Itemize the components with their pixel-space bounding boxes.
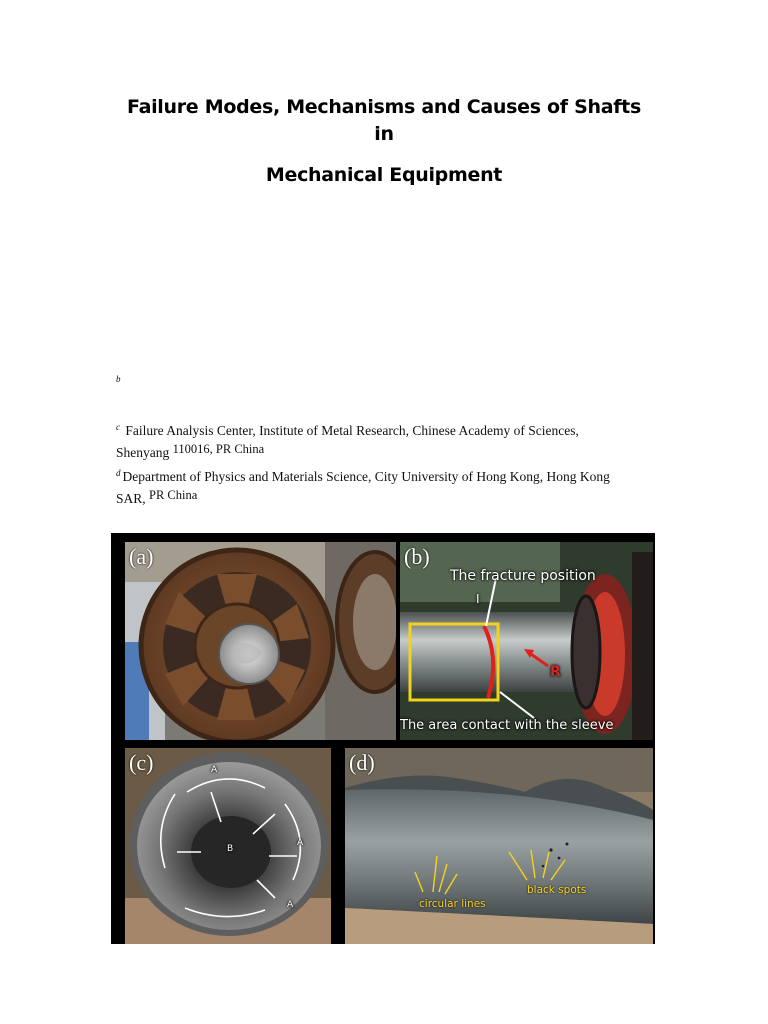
- affiliation-b: [116, 370, 636, 392]
- panel-d: [345, 748, 653, 944]
- panel-b: [400, 542, 653, 740]
- region-b-label: B: [227, 844, 234, 854]
- panel-c: [125, 748, 331, 944]
- panel-d-photo: [345, 748, 653, 944]
- affiliation-b-marker: b: [116, 374, 121, 384]
- black-spots-label: black spots: [527, 884, 587, 896]
- affiliation-c: [116, 418, 636, 462]
- shaft-failure-figure: [111, 533, 655, 944]
- circular-lines-label: circular lines: [419, 898, 486, 910]
- affiliation-c-marker: c: [116, 422, 120, 432]
- affiliation-d-text: Department of Physics and Materials Science, City University of Hong Kong, Hong Kong: [122, 469, 610, 484]
- region-a-label-right: A: [297, 838, 304, 848]
- fracture-marker-r: R: [550, 664, 561, 680]
- region-a-label-top: A: [211, 765, 218, 775]
- fracture-marker-i: I: [476, 592, 480, 606]
- affiliation-c-text: Failure Analysis Center, Institute of Metal Research, Chinese Academy of Sciences,: [125, 423, 579, 438]
- paper-title-line-3: Mechanical Equipment: [265, 164, 503, 186]
- region-a-label-bottom: A: [287, 900, 294, 910]
- fracture-position-label: The fracture position: [450, 568, 596, 584]
- sleeve-contact-label: The area contact with the sleeve: [400, 718, 614, 733]
- paper-title-line-2: in: [374, 123, 394, 145]
- affiliation-d-country: PR China: [149, 488, 198, 502]
- panel-b-label: (b): [404, 544, 430, 569]
- affiliation-d: [116, 464, 636, 508]
- panel-a-label: (a): [129, 544, 154, 569]
- affiliation-c-city: Shenyang: [116, 445, 173, 460]
- paper-title-line-1: Failure Modes, Mechanisms and Causes of Shafts: [127, 96, 641, 118]
- affiliation-d-marker: d: [116, 468, 121, 478]
- panel-a-photo: [125, 542, 396, 740]
- panel-d-label: (d): [349, 750, 375, 775]
- affiliation-c-postcode: 110016, PR China: [172, 442, 265, 456]
- panel-a: [125, 542, 396, 740]
- panel-c-label: (c): [129, 750, 154, 775]
- affiliation-d-region: SAR,: [116, 491, 150, 506]
